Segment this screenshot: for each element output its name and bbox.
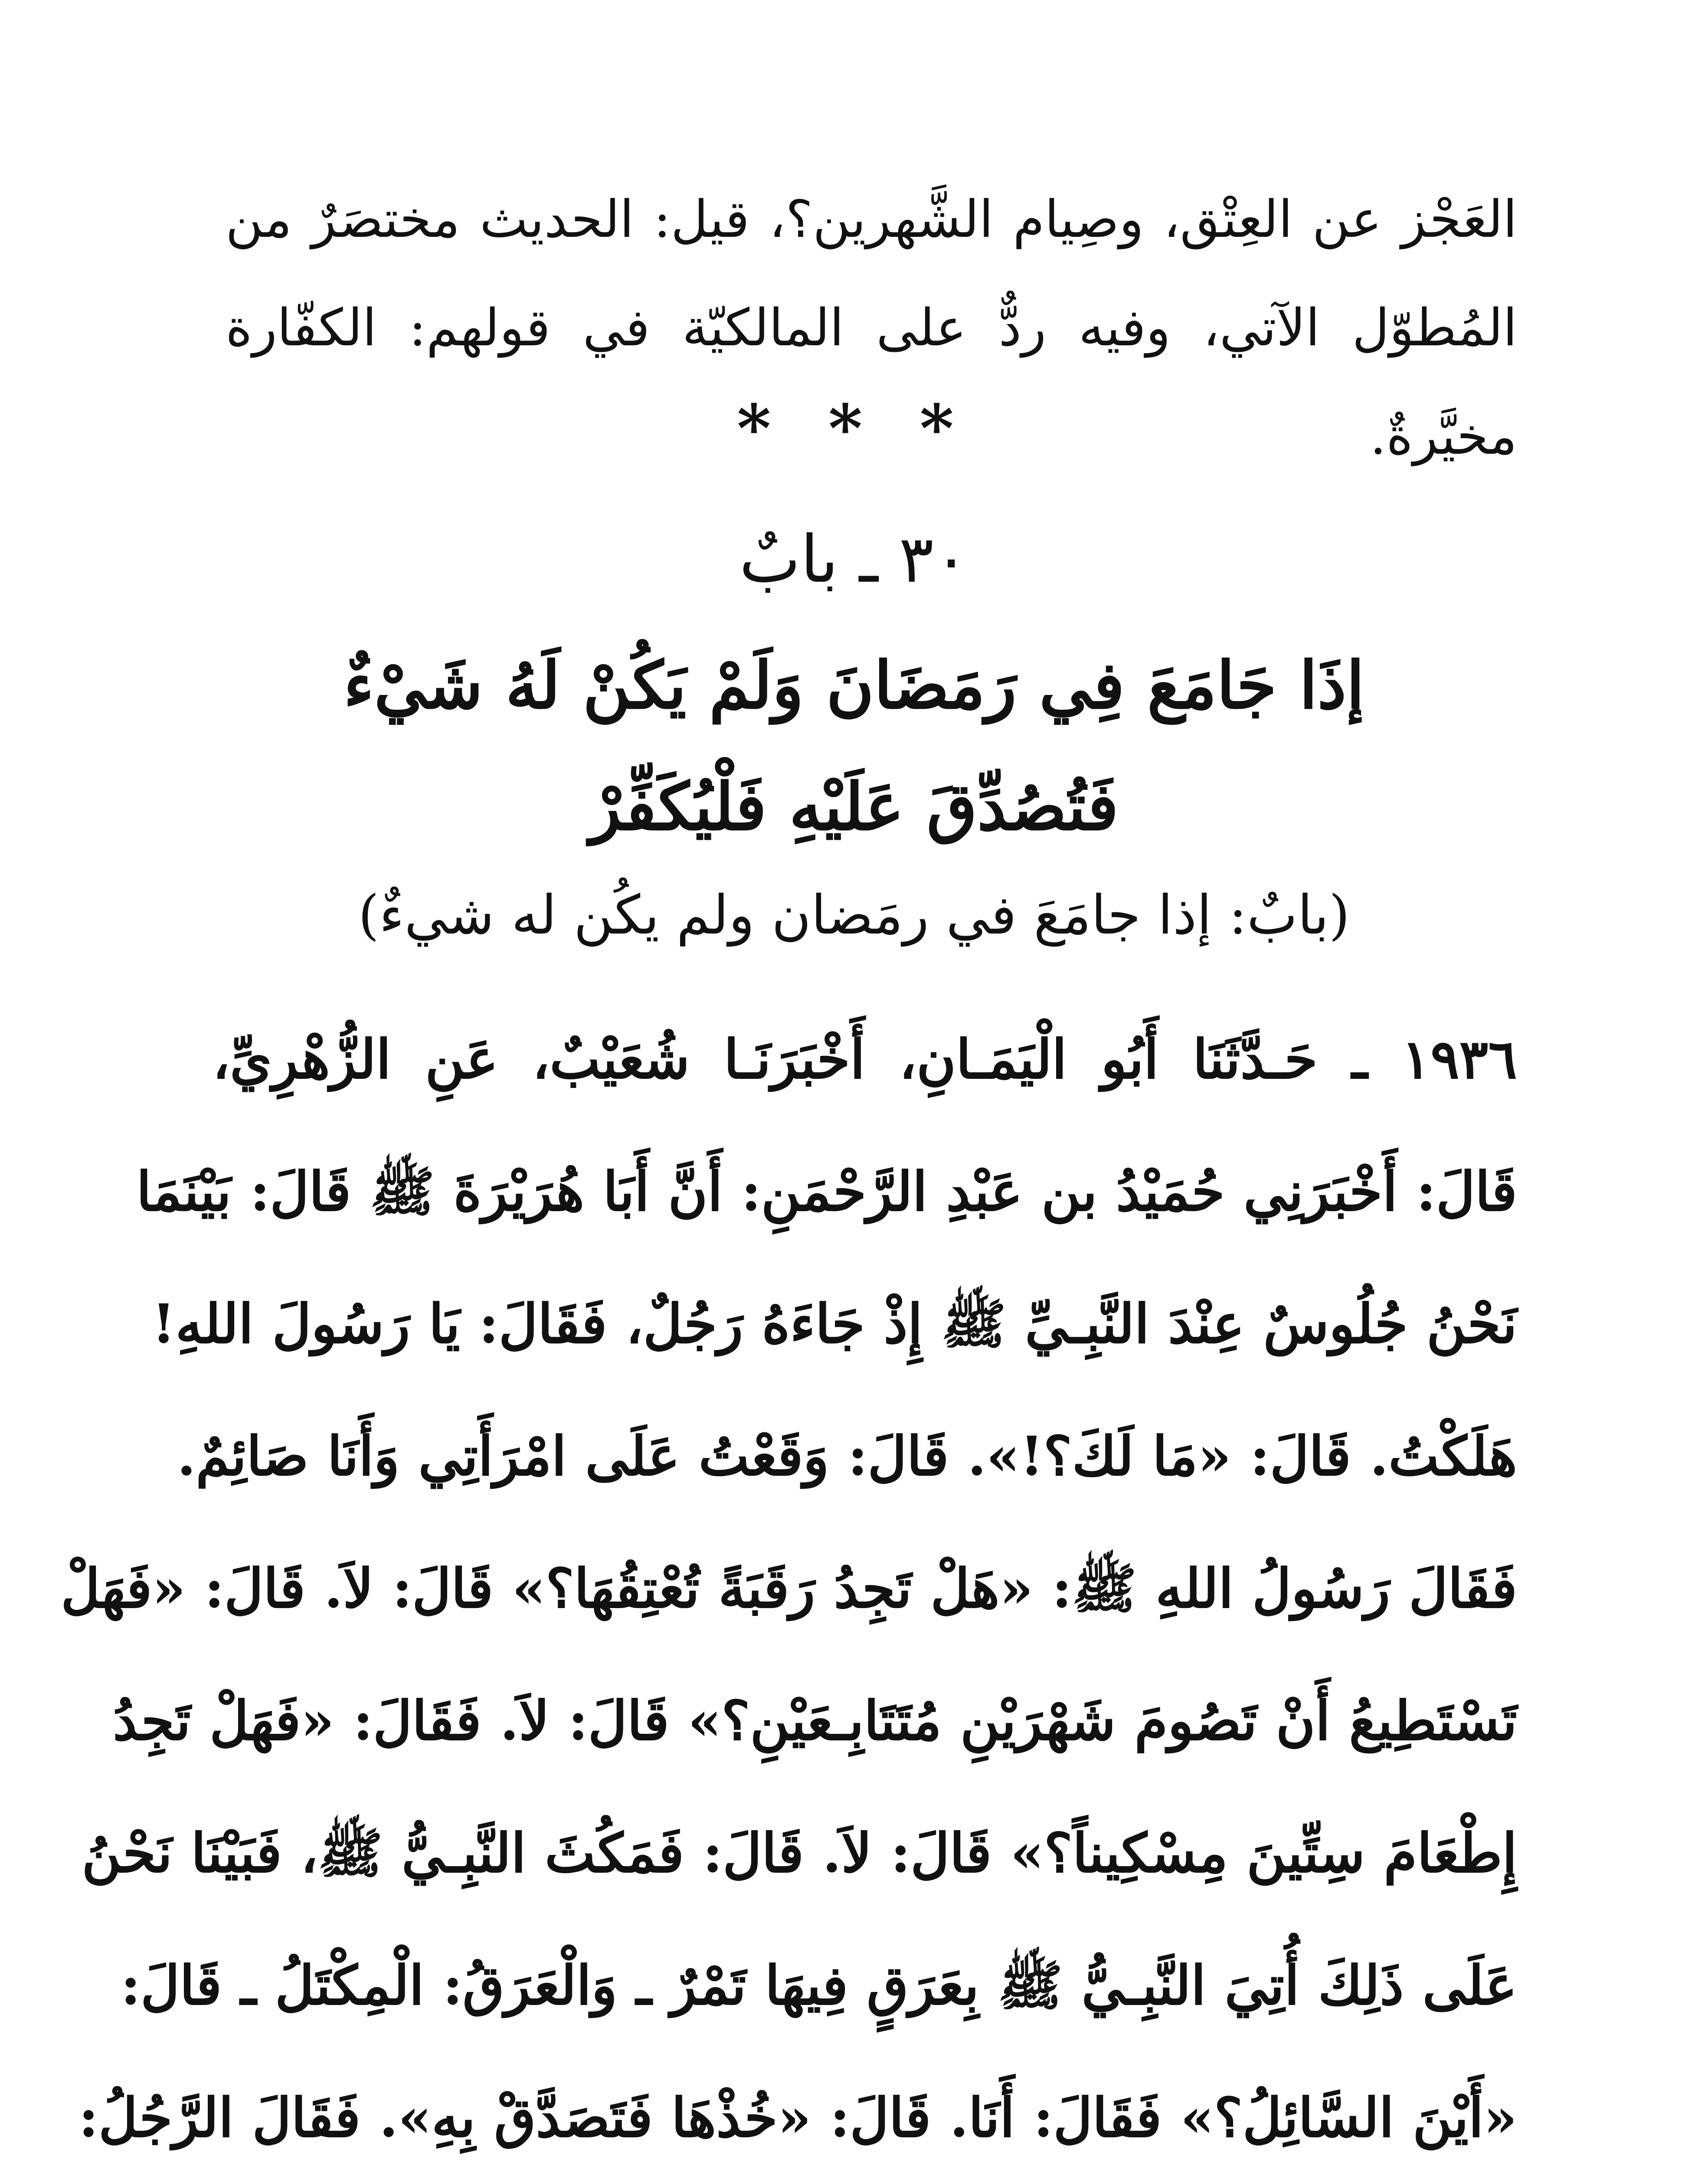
chapter-title: [226, 625, 1482, 868]
chapter-number: ٣٠ ـ بابٌ: [739, 522, 969, 597]
hadith-line: فَقَالَ رَسُولُ اللهِ ﷺ: «هَلْ تَجِدُ رَقَبَةً تُعْتِقُهَا؟» قَالَ: لاَ. قَالَ: «فَهَلْ: [61, 1557, 1517, 1620]
hadith-line: ١٩٣٦ ـ حَـدَّثَنَا أَبُو الْيَمَـانِ، أَخْبَرَنَـا شُعَيْبٌ، عَنِ الزُّهْرِيِّ،: [213, 1028, 1517, 1091]
commentary-line: المُطوّل الآتي، وفيه ردٌّ على المالكيّة في قولهم: الكفّارة مخيَّرةٌ.: [226, 298, 1517, 466]
commentary-line: العَجْز عن العِتْق، وصِيام الشَّهرين؟، قيل: الحديث مختصَرٌ من: [226, 189, 1517, 249]
hadith-line: تَسْتَطِيعُ أَنْ تَصُومَ شَهْرَيْنِ مُتَتَابِـعَيْنِ؟» قَالَ: لاَ. فَقَالَ: «فَهَلْ تَجِدُ: [113, 1690, 1517, 1753]
hadith-text: [61, 993, 1517, 2169]
chapter-title-line: إذَا جَامَعَ فِي رَمَضَانَ وَلَمْ يَكُنْ لَهُ شَيْءٌ: [344, 647, 1364, 724]
section-separator: * * *: [737, 390, 971, 467]
hadith-line: قَالَ: أَخْبَرَنِي حُمَيْدُ بن عَبْدِ الرَّحْمَنِ: أَنَّ أَبَا هُرَيْرَةَ ﷺ قَالَ: بَيْنَمَا: [136, 1160, 1517, 1223]
hadith-line: «أَيْنَ السَّائِلُ؟» فَقَالَ: أَنَا. قَالَ: «خُذْهَا فَتَصَدَّقْ بِهِ». فَقَالَ الرَّجُلُ:: [79, 2087, 1517, 2149]
hadith-line: عَلَى ذَلِكَ أُتِيَ النَّبِـيُّ ﷺ بِعَرَقٍ فِيهَا تَمْرٌ ـ وَالْعَرَقُ: الْمِكْتَلُ ـ قَالَ:: [121, 1954, 1517, 2017]
chapter-subtitle: (بابٌ: إذا جامَعَ في رمَضان ولم يكُن له شيءٌ): [358, 884, 1350, 947]
chapter-title-line: فَتُصُدِّقَ عَلَيْهِ فَلْيُكَفِّرْ: [589, 769, 1119, 845]
hadith-line: نَحْنُ جُلُوسٌ عِنْدَ النَّبِـيِّ ﷺ إِذْ جَاءَهُ رَجُلٌ، فَقَالَ: يَا رَسُولَ اللهِ!: [152, 1293, 1517, 1356]
hadith-line: إِطْعَامَ سِتِّينَ مِسْكِيناً؟» قَالَ: لاَ. قَالَ: فَمَكُثَ النَّبِـيُّ ﷺ، فَبَيْنَا نَحْنُ: [82, 1822, 1517, 1885]
hadith-line: هَلَكْتُ. قَالَ: «مَا لَكَ؟!». قَالَ: وَقَعْتُ عَلَى امْرَأَتِي وَأَنَا صَائِمٌ.: [177, 1425, 1517, 1488]
